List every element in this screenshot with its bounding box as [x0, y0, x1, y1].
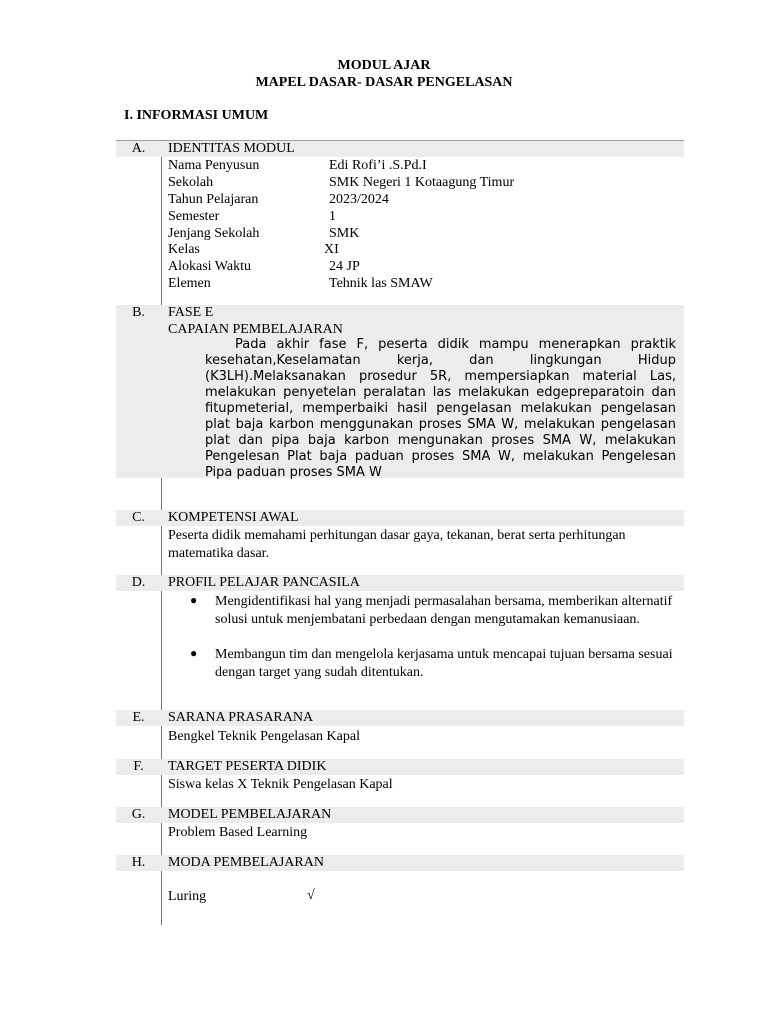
section-heading: I. INFORMASI UMUM [124, 108, 269, 123]
section-c-heading: KOMPETENSI AWAL [168, 510, 299, 525]
section-f-letter: F. [133, 759, 144, 774]
profil-bullet-item: Membangun tim dan mengelola kerjasama untuk mencapai tujuan bersama sesuai dengan target yang sudah ditentukan. [215, 647, 673, 680]
identity-value-jenjang-sekolah: SMK [329, 226, 360, 241]
profil-bullet-item: Mengidentifikasi hal yang menjadi permasalahan bersama, memberikan alternatif solusi untuk menjembatani perbedaan dengan mengutamakan kemanusiaan. [215, 594, 673, 627]
section-b-heading: FASE E [168, 305, 214, 320]
capaian-paragraph: Pada akhir fase F, peserta didik mampu menerapkan praktik kesehatan,Keselamatan kerja, dan lingkungan Hidup (K3LH).Melaksanakan prosedur 5R, mempersiapkan material Las, melakukan penyetelan peralatan las melakukan edgepreparatoin dan fitupmeterial, memperbaiki hasil pengelasan melakukan pengelasan plat baja karbon menggunakan proses SMA W, melakukan pengelasan plat dan pipa baja karbon mengunakan proses SMA W, melakukan Pengelesan Plat baja paduan proses SMA W, melakukan Pengelesan Pipa paduan proses SMA W [205, 337, 676, 480]
section-c-letter: C. [132, 510, 145, 525]
section-d-heading: PROFIL PELAJAR PANCASILA [168, 575, 360, 590]
identity-value-sekolah: SMK Negeri 1 Kotaagung Timur [329, 175, 515, 190]
identity-label-kelas: Kelas [168, 242, 200, 257]
identity-value-semester: 1 [329, 209, 336, 224]
section-d-letter: D. [131, 575, 146, 590]
identity-label-sekolah: Sekolah [168, 175, 214, 190]
section-h-heading: MODA PEMBELAJARAN [168, 855, 324, 870]
identity-value-alokasi-waktu: 24 JP [329, 259, 360, 274]
section-a-letter: A. [131, 141, 146, 156]
identity-value-tahun-pelajaran: 2023/2024 [329, 192, 389, 207]
identity-label-nama-penyusun: Nama Penyusun [168, 158, 260, 173]
identity-label-alokasi-waktu: Alokasi Waktu [168, 259, 251, 274]
model-pembelajaran-text: Problem Based Learning [168, 825, 308, 840]
target-peserta-didik-text: Siswa kelas X Teknik Pengelasan Kapal [168, 777, 393, 792]
identity-label-elemen: Elemen [168, 276, 211, 291]
capaian-heading: CAPAIAN PEMBELAJARAN [168, 322, 343, 337]
identity-label-tahun-pelajaran: Tahun Pelajaran [168, 192, 259, 207]
section-g-letter: G. [131, 807, 146, 822]
section-e-heading: SARANA PRASARANA [168, 710, 314, 725]
identity-value-elemen: Tehnik las SMAW [329, 276, 433, 291]
section-a-heading: IDENTITAS MODUL [168, 141, 295, 156]
sarana-prasarana-text: Bengkel Teknik Pengelasan Kapal [168, 729, 360, 744]
kompetensi-awal-text: Peserta didik memahami perhitungan dasar gaya, tekanan, berat serta perhitungan matematika dasar. [168, 528, 626, 561]
section-h-letter: H. [131, 855, 146, 870]
section-b-letter: B. [132, 305, 145, 320]
identity-value-nama-penyusun: Edi Rofi’i .S.Pd.I [329, 158, 427, 173]
moda-luring-label: Luring [168, 889, 207, 904]
identity-label-jenjang-sekolah: Jenjang Sekolah [168, 226, 260, 241]
section-g-heading: MODEL PEMBELAJARAN [168, 807, 332, 822]
bullet-dot-icon: ● [190, 593, 198, 607]
checkmark-icon: √ [307, 888, 315, 903]
document-title: MODUL AJAR [337, 58, 431, 73]
bullet-dot-icon: ● [190, 646, 198, 660]
identity-value-kelas: XI [324, 242, 339, 257]
identity-label-semester: Semester [168, 209, 220, 224]
section-e-letter: E. [132, 710, 145, 725]
section-f-heading: TARGET PESERTA DIDIK [168, 759, 327, 774]
document-subtitle: MAPEL DASAR- DASAR PENGELASAN [255, 75, 513, 90]
